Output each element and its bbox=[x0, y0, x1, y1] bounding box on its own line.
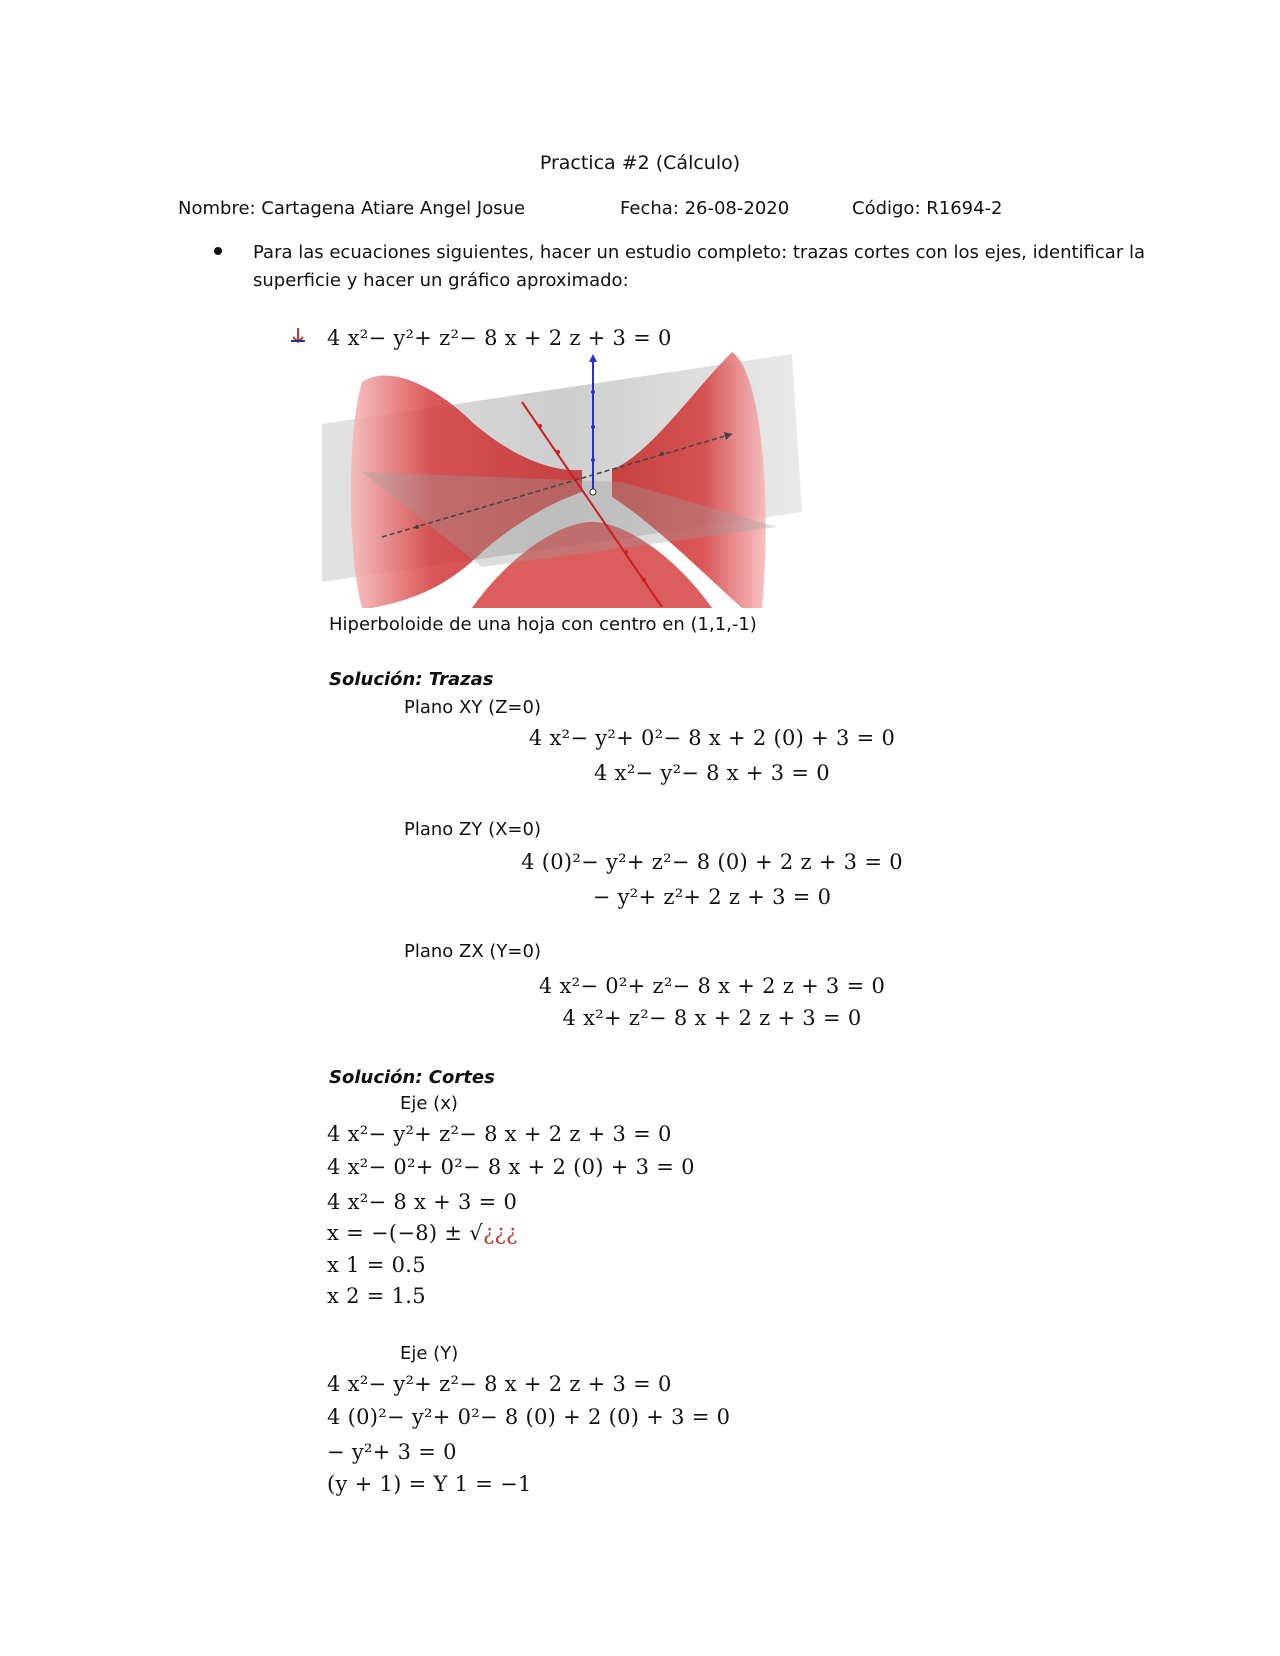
eje-y-label: Eje (Y) bbox=[400, 1343, 459, 1364]
main-equation: 4 x²− y²+ z²− 8 x + 2 z + 3 = 0 bbox=[327, 326, 672, 350]
hyperboloid-figure bbox=[322, 352, 802, 608]
code: Código: R1694-2 bbox=[852, 198, 1003, 219]
plano-zx-label: Plano ZX (Y=0) bbox=[404, 941, 541, 962]
instructions-line-2: superficie y hacer un gráfico aproximado: bbox=[253, 270, 629, 291]
cortes-heading: Solución: Cortes bbox=[329, 1067, 495, 1088]
eje-x-root-2: x 2 = 1.5 bbox=[327, 1284, 426, 1308]
figure-caption: Hiperboloide de una hoja con centro en (1,1,-1) bbox=[329, 614, 757, 635]
student-name: Nombre: Cartagena Atiare Angel Josue bbox=[178, 198, 526, 219]
plano-xy-eq-2: 4 x²− y²− 8 x + 3 = 0 bbox=[594, 761, 830, 785]
eje-x-line-4 bbox=[327, 1221, 518, 1245]
eje-x-line-2: 4 x²− 0²+ 0²− 8 x + 2 (0) + 3 = 0 bbox=[327, 1155, 695, 1179]
eje-x-root-1: x 1 = 0.5 bbox=[327, 1253, 426, 1277]
eje-y-line-3: − y²+ 3 = 0 bbox=[327, 1440, 457, 1464]
date: Fecha: 26-08-2020 bbox=[620, 198, 790, 219]
plano-xy-label: Plano XY (Z=0) bbox=[404, 697, 541, 718]
plano-zx-eq-1: 4 x²− 0²+ z²− 8 x + 2 z + 3 = 0 bbox=[538, 974, 886, 998]
eje-y-line-2: 4 (0)²− y²+ 0²− 8 (0) + 2 (0) + 3 = 0 bbox=[327, 1405, 731, 1429]
trazas-heading: Solución: Trazas bbox=[329, 669, 494, 690]
eje-y-line-4: (y + 1) = Y 1 = −1 bbox=[327, 1472, 532, 1496]
eje-x-line-4-error: ¿¿¿ bbox=[482, 1221, 518, 1245]
plano-zy-label: Plano ZY (X=0) bbox=[404, 819, 541, 840]
plano-xy-eq-1: 4 x²− y²+ 0²− 8 x + 2 (0) + 3 = 0 bbox=[528, 726, 896, 750]
bullet-dot bbox=[214, 247, 222, 255]
eje-x-label: Eje (x) bbox=[400, 1093, 458, 1114]
eje-x-line-1: 4 x²− y²+ z²− 8 x + 2 z + 3 = 0 bbox=[327, 1122, 672, 1146]
arrow-bullet-icon bbox=[290, 327, 306, 345]
instructions-line-1: Para las ecuaciones siguientes, hacer un estudio completo: trazas cortes con los ejes, identificar la bbox=[253, 242, 1145, 263]
plano-zy-eq-2: − y²+ z²+ 2 z + 3 = 0 bbox=[592, 885, 832, 909]
page-title: Practica #2 (Cálculo) bbox=[539, 152, 741, 174]
eje-x-line-3: 4 x²− 8 x + 3 = 0 bbox=[327, 1190, 518, 1214]
eje-x-line-4-formula: x = −(−8) ± √ bbox=[327, 1221, 483, 1245]
eje-y-line-1: 4 x²− y²+ z²− 8 x + 2 z + 3 = 0 bbox=[327, 1372, 672, 1396]
plano-zy-eq-1: 4 (0)²− y²+ z²− 8 (0) + 2 z + 3 = 0 bbox=[521, 850, 903, 874]
plano-zx-eq-2: 4 x²+ z²− 8 x + 2 z + 3 = 0 bbox=[562, 1006, 862, 1030]
